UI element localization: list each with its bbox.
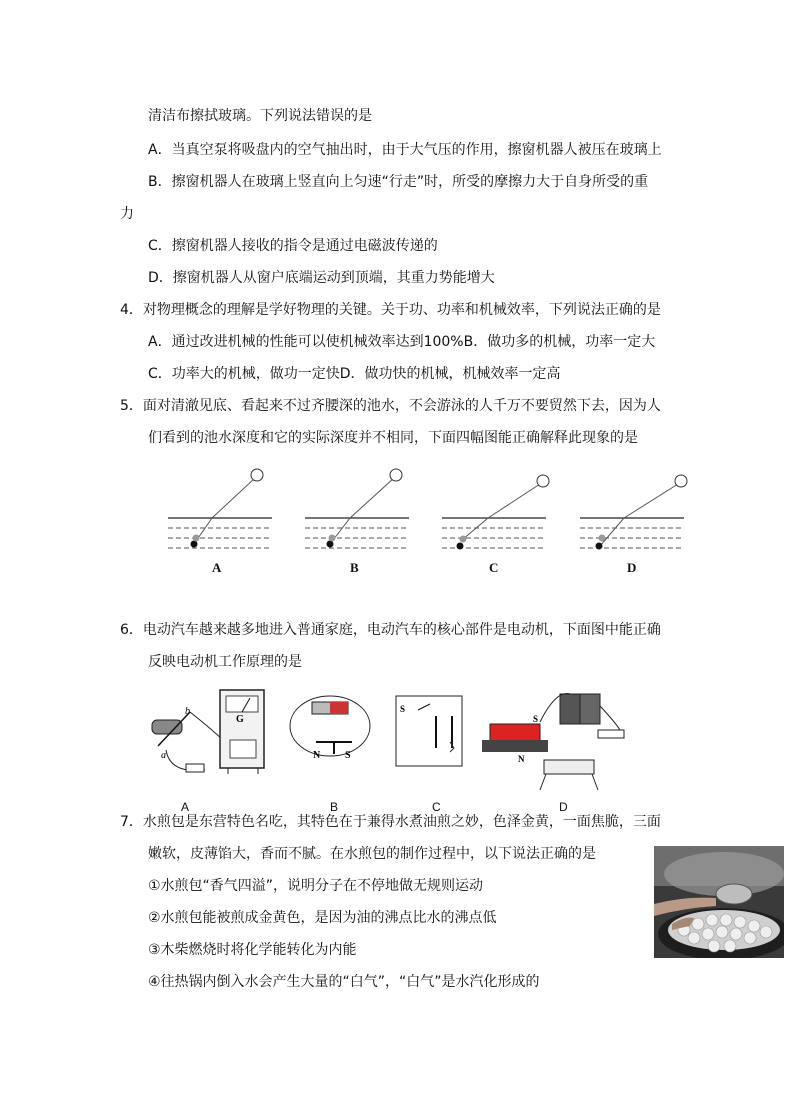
q6-label-c: C: [432, 800, 441, 814]
question-7: 7．水煎包是东营特色名吃，其特色在于兼得水煮油煎之妙，色泽金黄，一面焦脆，三面: [120, 814, 661, 830]
figure-d-motor-setup: [482, 694, 624, 790]
fried-buns-photo: [654, 846, 784, 958]
figure-c-electromagnet-setup: [396, 696, 462, 766]
mark-s: S: [345, 750, 351, 761]
q5-label-c: C: [489, 560, 499, 575]
mark-b: b: [185, 706, 190, 717]
statement-4: ④往热锅内倒入水会产生大量的“白气”，“白气”是水汽化形成的: [148, 974, 540, 990]
q5-label-d: D: [627, 560, 637, 575]
statement-2: ②水煎包能被煎成金黄色，是因为油的沸点比水的沸点低: [148, 910, 497, 926]
option-3d: D．擦窗机器人从窗户底端运动到顶端，其重力势能增大: [148, 270, 495, 286]
mark-a: a: [161, 750, 166, 761]
q6-label-d: D: [559, 800, 568, 814]
q6-label-b: B: [330, 800, 339, 814]
refraction-diagram-c: [442, 475, 549, 550]
mark-g: G: [236, 714, 244, 725]
q5-label-a: A: [212, 560, 222, 575]
question-5: 5．面对清澈见底、看起来不过齐腰深的池水，不会游泳的人千万不要贸然下去，因为人: [120, 398, 661, 414]
option-3c: C．擦窗机器人接收的指令是通过电磁波传递的: [148, 238, 438, 254]
q5-label-b: B: [350, 560, 359, 575]
question-4: 4．对物理概念的理解是学好物理的关键。关于功、功率和机械效率，下列说法正确的是: [120, 302, 661, 318]
options-4cd: C．功率大的机械，做功一定快D．做功快的机械，机械效率一定高: [148, 366, 561, 382]
electromagnetism-figures: [0, 682, 790, 802]
option-3b-wrap: 力: [120, 206, 134, 222]
question-7-wrap: 嫩软，皮薄馅大，香而不腻。在水煎包的制作过程中，以下说法正确的是: [148, 846, 596, 862]
refraction-diagram-d: [580, 475, 687, 550]
question-6-wrap: 反映电动机工作原理的是: [148, 654, 302, 670]
refraction-diagrams: [0, 460, 790, 590]
mark-switch-s: S: [400, 704, 406, 714]
figure-a-generator-setup: [152, 690, 264, 774]
question-6: 6．电动汽车越来越多地进入普通家庭，电动汽车的核心部件是电动机，下面图中能正确: [120, 622, 661, 638]
mark-d-n: N: [518, 754, 525, 764]
refraction-diagram-b: [305, 469, 409, 548]
question-5-wrap: 们看到的池水深度和它的实际深度并不相同，下面四幅图能正确解释此现象的是: [148, 430, 638, 446]
refraction-diagram-a: [168, 469, 272, 548]
text-line-continuation: 清洁布擦拭玻璃。下列说法错误的是: [148, 108, 372, 124]
mark-d-s: S: [533, 714, 539, 724]
q6-label-a: A: [181, 800, 190, 814]
option-3a: A．当真空泵将吸盘内的空气抽出时，由于大气压的作用，擦窗机器人被压在玻璃上: [148, 142, 662, 158]
options-4ab: A．通过改进机械的性能可以使机械效率达到100%B．做功多的机械，功率一定大: [148, 334, 656, 350]
mark-n: N: [313, 750, 321, 761]
figure-b-oersted-setup: [290, 696, 370, 761]
option-3b: B．擦窗机器人在玻璃上竖直向上匀速“行走”时，所受的摩擦力大于自身所受的重: [148, 174, 649, 190]
statement-3: ③木柴燃烧时将化学能转化为内能: [148, 942, 357, 958]
statement-1: ①水煎包“香气四溢”，说明分子在不停地做无规则运动: [148, 878, 484, 894]
